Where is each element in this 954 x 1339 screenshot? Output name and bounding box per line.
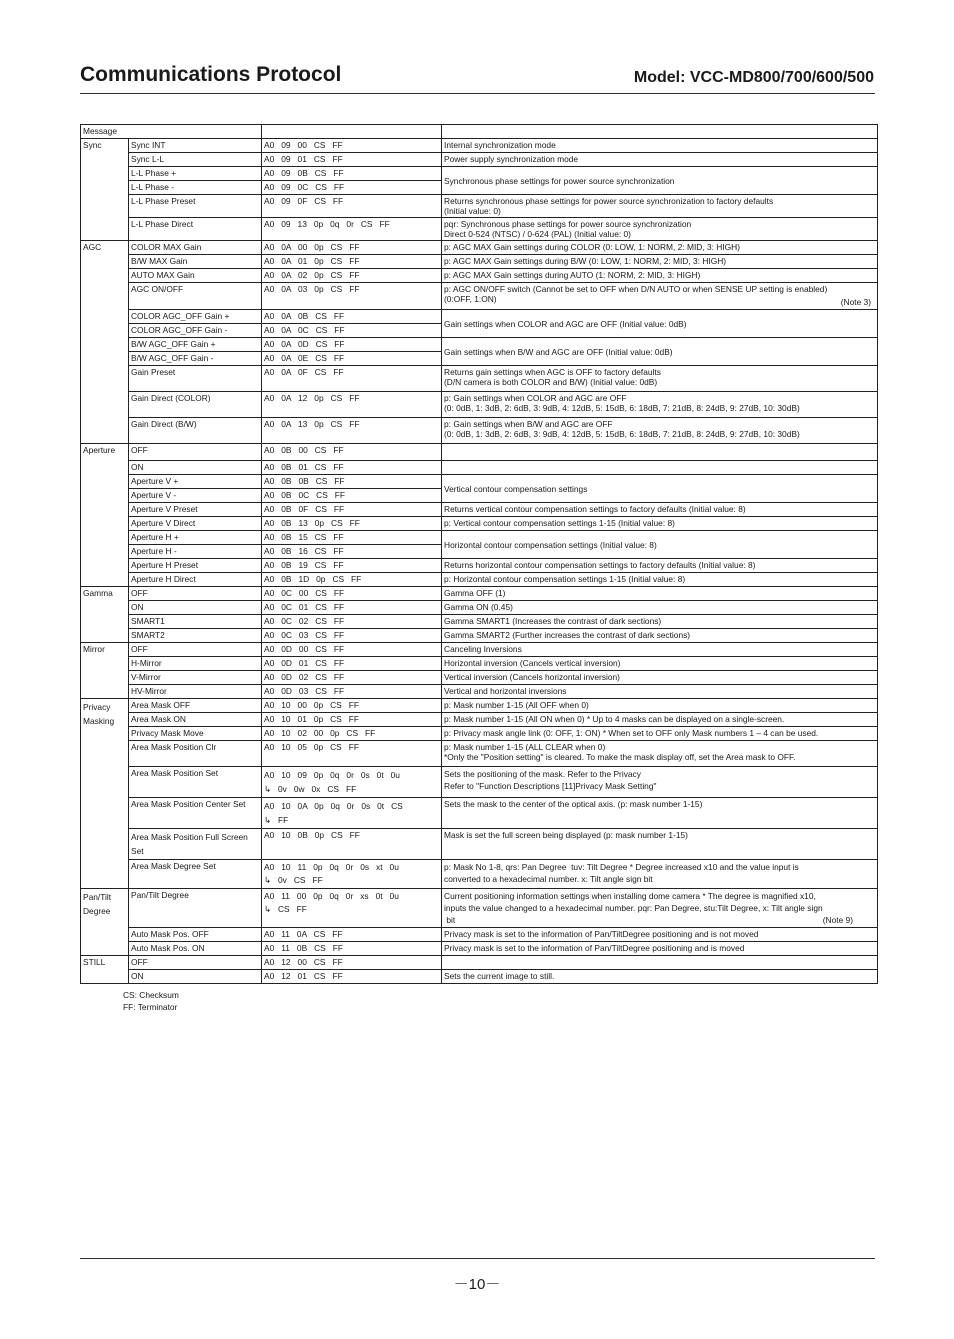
- description-cell: Returns horizontal contour compensation settings to factory defaults (Initial value: 8): [442, 559, 878, 573]
- description-cell: Gamma SMART2 (Further increases the contrast of dark sections): [442, 629, 878, 643]
- table-row: [81, 629, 878, 643]
- name-cell: Pan/Tilt Degree: [129, 889, 262, 928]
- name-cell: Gain Direct (COLOR): [129, 392, 262, 418]
- command-cell: A0 0A 12 0p CS FF: [262, 392, 442, 418]
- description-cell: Sets the mask to the center of the optical axis. (p: mask number 1-15): [442, 798, 878, 829]
- description-cell: Internal synchronization mode: [442, 139, 878, 153]
- description-cell: Horizontal inversion (Cancels vertical inversion): [442, 657, 878, 671]
- name-cell: Aperture V +: [129, 475, 262, 489]
- name-cell: Gain Direct (B/W): [129, 418, 262, 444]
- description-cell: [442, 889, 878, 928]
- command-cell: [262, 125, 442, 139]
- table-row: [81, 125, 878, 139]
- name-cell: Area Mask Position Full Screen Set: [129, 829, 262, 860]
- command-cell: A0 0D 02 CS FF: [262, 671, 442, 685]
- name-cell: Aperture H +: [129, 531, 262, 545]
- name-cell: Area Mask ON: [129, 713, 262, 727]
- name-cell: Area Mask Position Clr: [129, 741, 262, 767]
- name-cell: Aperture V Preset: [129, 503, 262, 517]
- command-cell: A0 10 02 00 0p CS FF: [262, 727, 442, 741]
- table-row: [81, 573, 878, 587]
- name-cell: COLOR AGC_OFF Gain +: [129, 310, 262, 324]
- table-row: [81, 503, 878, 517]
- table-row: [81, 153, 878, 167]
- name-cell: Sync INT: [129, 139, 262, 153]
- table-row: [81, 531, 878, 545]
- name-cell: Aperture V Direct: [129, 517, 262, 531]
- protocol-table: [80, 124, 878, 984]
- table-row: [81, 517, 878, 531]
- description-cell: p: Mask number 1-15 (ALL CLEAR when 0) *Only the "Position setting" is cleared. To make the mask display off, set the Area mask to OFF.: [442, 741, 878, 767]
- group-cell: Message: [81, 125, 262, 139]
- page-title: Communications Protocol: [80, 63, 342, 86]
- command-cell: A0 10 0B 0p CS FF: [262, 829, 442, 860]
- name-cell: Aperture V -: [129, 489, 262, 503]
- description-cell: Privacy mask is set to the information of Pan/TiltDegree positioning and is not moved: [442, 928, 878, 942]
- table-row: [81, 587, 878, 601]
- description-cell: Vertical inversion (Cancels horizontal inversion): [442, 671, 878, 685]
- command-cell: A0 11 0B CS FF: [262, 942, 442, 956]
- table-row: [81, 338, 878, 352]
- name-cell: Privacy Mask Move: [129, 727, 262, 741]
- name-cell: B/W MAX Gain: [129, 255, 262, 269]
- command-cell: A0 0B 0F CS FF: [262, 503, 442, 517]
- name-cell: Area Mask Position Set: [129, 767, 262, 798]
- description-cell: p: Mask number 1-15 (All OFF when 0): [442, 699, 878, 713]
- description-cell: Returns gain settings when AGC is OFF to factory defaults (D/N camera is both COLOR and B/W) (Initial value: 0dB): [442, 366, 878, 392]
- name-cell: L-L Phase Preset: [129, 195, 262, 218]
- description-cell: p: AGC MAX Gain settings during COLOR (0: LOW, 1: NORM, 2: MID, 3: HIGH): [442, 241, 878, 255]
- table-row: [81, 241, 878, 255]
- table-row: [81, 444, 878, 461]
- command-cell: A0 0D 03 CS FF: [262, 685, 442, 699]
- name-cell: ON: [129, 461, 262, 475]
- command-cell: A0 0A 0E CS FF: [262, 352, 442, 366]
- group-cell: Aperture: [81, 444, 129, 587]
- description-cell: p: AGC MAX Gain settings during AUTO (1: NORM, 2: MID, 3: HIGH): [442, 269, 878, 283]
- command-cell: A0 10 0A 0p 0q 0r 0s 0t CS ↳ FF: [262, 798, 442, 829]
- name-cell: V-Mirror: [129, 671, 262, 685]
- model-title: Model: VCC-MD800/700/600/500: [633, 69, 874, 86]
- command-cell: A0 0A 02 0p CS FF: [262, 269, 442, 283]
- command-cell: A0 0D 00 CS FF: [262, 643, 442, 657]
- name-cell: Aperture H Preset: [129, 559, 262, 573]
- note-label: (Note 9): [822, 915, 854, 925]
- description-cell: p: AGC MAX Gain settings during B/W (0: LOW, 1: NORM, 2: MID, 3: HIGH): [442, 255, 878, 269]
- command-cell: A0 11 00 0p 0q 0r xs 0t 0u ↳ CS FF: [262, 889, 442, 928]
- group-cell: Mirror: [81, 643, 129, 699]
- table-row: [81, 860, 878, 889]
- command-cell: A0 09 0F CS FF: [262, 195, 442, 218]
- description-cell: [442, 956, 878, 970]
- command-cell: A0 0A 01 0p CS FF: [262, 255, 442, 269]
- name-cell: ON: [129, 970, 262, 984]
- command-cell: A0 0A 0C CS FF: [262, 324, 442, 338]
- command-cell: A0 10 05 0p CS FF: [262, 741, 442, 767]
- command-cell: A0 09 0B CS FF: [262, 167, 442, 181]
- table-row: [81, 956, 878, 970]
- description-text: Current positioning information settings when installing dome camera * The degree is magnified x10, inputs the value changed to a hexadecimal number. pqr: Pan Degree, stu:Tilt Degree, x: Tilt angle sign bit: [444, 891, 823, 925]
- table-row: [81, 970, 878, 984]
- description-cell: Gamma SMART1 (Increases the contrast of dark sections): [442, 615, 878, 629]
- command-cell: A0 0B 15 CS FF: [262, 531, 442, 545]
- name-cell: L-L Phase Direct: [129, 218, 262, 241]
- command-cell: A0 10 11 0p 0q 0r 0s xt 0u ↳ 0v CS FF: [262, 860, 442, 889]
- name-cell: L-L Phase -: [129, 181, 262, 195]
- command-cell: A0 11 0A CS FF: [262, 928, 442, 942]
- description-cell: Gain settings when B/W and AGC are OFF (Initial value: 0dB): [442, 338, 878, 366]
- name-cell: Sync L-L: [129, 153, 262, 167]
- name-cell: HV-Mirror: [129, 685, 262, 699]
- name-cell: COLOR MAX Gain: [129, 241, 262, 255]
- command-cell: A0 09 01 CS FF: [262, 153, 442, 167]
- command-cell: A0 0A 0B CS FF: [262, 310, 442, 324]
- group-cell: Privacy Masking: [81, 699, 129, 889]
- name-cell: Gain Preset: [129, 366, 262, 392]
- header-rule: [80, 93, 875, 94]
- table-row: [81, 727, 878, 741]
- note-label: (Note 3): [840, 297, 872, 307]
- table-row: [81, 889, 878, 928]
- command-cell: A0 0B 16 CS FF: [262, 545, 442, 559]
- description-text: p: AGC ON/OFF switch (Cannot be set to OFF when D/N AUTO or when SENSE UP setting is enabled) (0:OFF, 1:ON): [444, 284, 828, 304]
- checksum-note: CS: Checksum: [123, 990, 179, 1000]
- command-cell: A0 0A 0F CS FF: [262, 366, 442, 392]
- table-row: [81, 713, 878, 727]
- command-cell: A0 0A 00 0p CS FF: [262, 241, 442, 255]
- description-cell: p: Mask number 1-15 (All ON when 0) * Up to 4 masks can be displayed on a single-screen.: [442, 713, 878, 727]
- command-cell: A0 0B 00 CS FF: [262, 444, 442, 461]
- command-cell: A0 09 00 CS FF: [262, 139, 442, 153]
- table-row: [81, 798, 878, 829]
- command-cell: A0 0C 01 CS FF: [262, 601, 442, 615]
- name-cell: SMART1: [129, 615, 262, 629]
- name-cell: OFF: [129, 587, 262, 601]
- group-cell: Gamma: [81, 587, 129, 643]
- command-cell: A0 10 09 0p 0q 0r 0s 0t 0u ↳ 0v 0w 0x CS FF: [262, 767, 442, 798]
- name-cell: SMART2: [129, 629, 262, 643]
- description-cell: [442, 461, 878, 475]
- description-cell: p: Gain settings when COLOR and AGC are OFF (0: 0dB, 1: 3dB, 2: 6dB, 3: 9dB, 4: 12dB, 5: 15dB, 6: 18dB, 7: 21dB, 8: 24dB, 9: 27dB, 10: 30dB): [442, 392, 878, 418]
- name-cell: Area Mask Position Center Set: [129, 798, 262, 829]
- command-cell: A0 0B 19 CS FF: [262, 559, 442, 573]
- group-cell: STILL: [81, 956, 129, 984]
- description-cell: Mask is set the full screen being displayed (p: mask number 1-15): [442, 829, 878, 860]
- table-row: [81, 269, 878, 283]
- terminator-note: FF: Terminator: [123, 1002, 178, 1012]
- table-row: [81, 255, 878, 269]
- name-cell: OFF: [129, 956, 262, 970]
- command-cell: A0 10 01 0p CS FF: [262, 713, 442, 727]
- description-cell: Vertical contour compensation settings: [442, 475, 878, 503]
- name-cell: L-L Phase +: [129, 167, 262, 181]
- name-cell: Auto Mask Pos. OFF: [129, 928, 262, 942]
- command-cell: A0 0C 02 CS FF: [262, 615, 442, 629]
- name-cell: COLOR AGC_OFF Gain -: [129, 324, 262, 338]
- table-row: [81, 461, 878, 475]
- description-cell: Sets the positioning of the mask. Refer to the Privacy Refer to "Function Descriptions [11]Privacy Mask Setting": [442, 767, 878, 798]
- description-cell: Power supply synchronization mode: [442, 153, 878, 167]
- command-cell: A0 0B 0B CS FF: [262, 475, 442, 489]
- name-cell: OFF: [129, 444, 262, 461]
- group-cell: Sync: [81, 139, 129, 241]
- command-cell: A0 0A 0D CS FF: [262, 338, 442, 352]
- table-row: [81, 685, 878, 699]
- table-row: [81, 615, 878, 629]
- table-row: [81, 643, 878, 657]
- name-cell: B/W AGC_OFF Gain -: [129, 352, 262, 366]
- group-cell: AGC: [81, 241, 129, 444]
- description-cell: pqr: Synchronous phase settings for power source synchronization Direct 0-524 (NTSC) / 0-624 (PAL) (Initial value: 0): [442, 218, 878, 241]
- description-cell: Gamma OFF (1): [442, 587, 878, 601]
- description-cell: Canceling Inversions: [442, 643, 878, 657]
- command-cell: A0 09 13 0p 0q 0r CS FF: [262, 218, 442, 241]
- description-cell: Returns synchronous phase settings for power source synchronization to factory defaults (Initial value: 0): [442, 195, 878, 218]
- description-cell: p: Gain settings when B/W and AGC are OFF (0: 0dB, 1: 3dB, 2: 6dB, 3: 9dB, 4: 12dB, 5: 15dB, 6: 18dB, 7: 21dB, 8: 24dB, 9: 27dB, 10: 30dB): [442, 418, 878, 444]
- table-row: [81, 167, 878, 181]
- name-cell: H-Mirror: [129, 657, 262, 671]
- description-cell: Gamma ON (0.45): [442, 601, 878, 615]
- table-row: [81, 699, 878, 713]
- name-cell: Aperture H Direct: [129, 573, 262, 587]
- description-cell: Privacy mask is set to the information of Pan/TiltDegree positioning and is moved: [442, 942, 878, 956]
- description-cell: Vertical and horizontal inversions: [442, 685, 878, 699]
- name-cell: Aperture H -: [129, 545, 262, 559]
- table-row: [81, 741, 878, 767]
- name-cell: B/W AGC_OFF Gain +: [129, 338, 262, 352]
- command-cell: A0 0D 01 CS FF: [262, 657, 442, 671]
- command-cell: A0 0B 13 0p CS FF: [262, 517, 442, 531]
- command-cell: A0 12 00 CS FF: [262, 956, 442, 970]
- description-cell: Sets the current image to still.: [442, 970, 878, 984]
- description-cell: [442, 125, 878, 139]
- command-cell: A0 0B 1D 0p CS FF: [262, 573, 442, 587]
- table-row: [81, 475, 878, 489]
- command-cell: A0 0B 0C CS FF: [262, 489, 442, 503]
- table-row: [81, 601, 878, 615]
- table-row: [81, 671, 878, 685]
- description-cell: Horizontal contour compensation settings (Initial value: 8): [442, 531, 878, 559]
- description-cell: [442, 444, 878, 461]
- command-cell: A0 0B 01 CS FF: [262, 461, 442, 475]
- table-row: [81, 195, 878, 218]
- table-row: [81, 139, 878, 153]
- group-cell: Pan/Tilt Degree: [81, 889, 129, 956]
- table-row: [81, 942, 878, 956]
- table-row: [81, 418, 878, 444]
- name-cell: Area Mask OFF: [129, 699, 262, 713]
- command-cell: A0 09 0C CS FF: [262, 181, 442, 195]
- table-row: [81, 767, 878, 798]
- name-cell: AUTO MAX Gain: [129, 269, 262, 283]
- description-cell: Synchronous phase settings for power source synchronization: [442, 167, 878, 195]
- table-row: [81, 928, 878, 942]
- name-cell: Auto Mask Pos. ON: [129, 942, 262, 956]
- table-row: [81, 392, 878, 418]
- table-row: [81, 829, 878, 860]
- description-cell: Returns vertical contour compensation settings to factory defaults (Initial value: 8): [442, 503, 878, 517]
- description-cell: p: Horizontal contour compensation settings 1-15 (Initial value: 8): [442, 573, 878, 587]
- command-cell: A0 0C 03 CS FF: [262, 629, 442, 643]
- command-cell: A0 0C 00 CS FF: [262, 587, 442, 601]
- description-cell: [442, 283, 878, 310]
- description-cell: p: Privacy mask angle link (0: OFF, 1: ON) * When set to OFF only Mask numbers 1 – 4 can be used.: [442, 727, 878, 741]
- table-row: [81, 366, 878, 392]
- table-row: [81, 657, 878, 671]
- footnotes: [123, 989, 179, 1013]
- name-cell: AGC ON/OFF: [129, 283, 262, 310]
- command-cell: A0 0A 03 0p CS FF: [262, 283, 442, 310]
- command-cell: A0 12 01 CS FF: [262, 970, 442, 984]
- footer-rule: [80, 1258, 875, 1259]
- name-cell: Area Mask Degree Set: [129, 860, 262, 889]
- table-row: [81, 559, 878, 573]
- page-number: －10－: [453, 1276, 501, 1293]
- table-row: [81, 218, 878, 241]
- command-cell: A0 10 00 0p CS FF: [262, 699, 442, 713]
- description-cell: Gain settings when COLOR and AGC are OFF (Initial value: 0dB): [442, 310, 878, 338]
- description-cell: p: Mask No 1-8, qrs: Pan Degree tuv: Tilt Degree * Degree increased x10 and the value input is converted to a hexadecimal number. x: Tilt angle sign bit: [442, 860, 878, 889]
- table-row: [81, 310, 878, 324]
- description-cell: p: Vertical contour compensation settings 1-15 (Initial value: 8): [442, 517, 878, 531]
- name-cell: OFF: [129, 643, 262, 657]
- table-row: [81, 283, 878, 310]
- name-cell: ON: [129, 601, 262, 615]
- command-cell: A0 0A 13 0p CS FF: [262, 418, 442, 444]
